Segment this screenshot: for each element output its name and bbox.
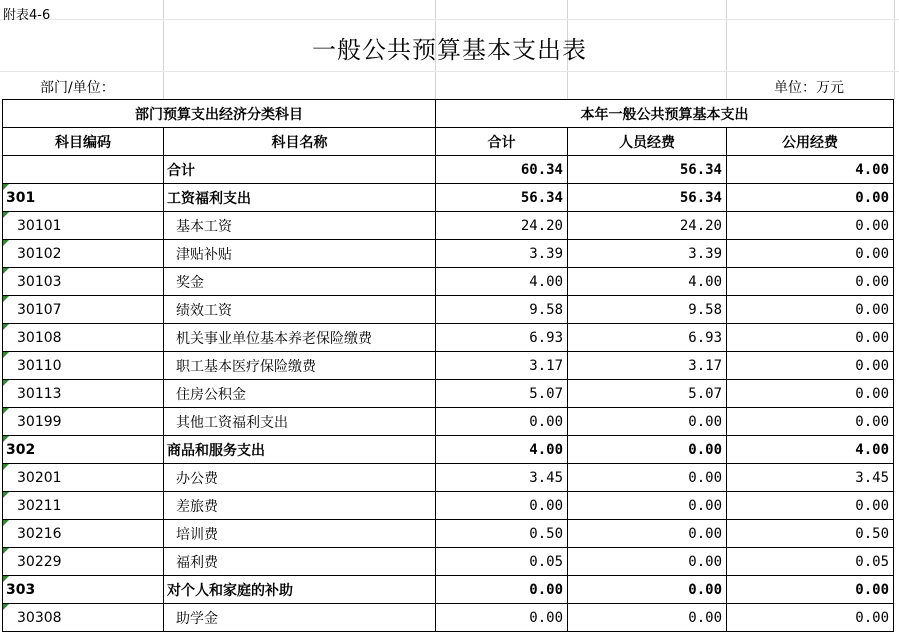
cell-personnel[interactable]: 0.00 (568, 548, 727, 576)
cell-public[interactable]: 0.00 (727, 268, 894, 296)
cell-name[interactable]: 商品和服务支出 (164, 436, 436, 464)
table-row (3, 324, 894, 352)
grid-line (0, 71, 899, 72)
cell-public[interactable]: 0.00 (727, 604, 894, 632)
cell-name[interactable]: 绩效工资 (164, 296, 436, 324)
cell-code[interactable]: 30211 (3, 492, 164, 520)
table-row (3, 492, 894, 520)
cell-personnel[interactable]: 9.58 (568, 296, 727, 324)
cell-public[interactable]: 0.00 (727, 184, 894, 212)
cell-code[interactable]: 301 (3, 184, 164, 212)
cell-total[interactable]: 3.45 (436, 464, 568, 492)
cell-code[interactable]: 30229 (3, 548, 164, 576)
header-group-row (3, 100, 894, 128)
header-group-left: 部门预算支出经济分类科目 (3, 100, 436, 128)
cell-personnel[interactable]: 56.34 (568, 184, 727, 212)
attachment-label: 附表4-6 (3, 8, 51, 23)
cell-public[interactable]: 0.00 (727, 352, 894, 380)
cell-public[interactable]: 0.05 (727, 548, 894, 576)
cell-total[interactable]: 56.34 (436, 184, 568, 212)
cell-public[interactable]: 0.00 (727, 324, 894, 352)
cell-code[interactable]: 30107 (3, 296, 164, 324)
cell-personnel[interactable]: 56.34 (568, 156, 727, 184)
budget-table (2, 99, 894, 632)
cell-public[interactable]: 0.00 (727, 408, 894, 436)
cell-code[interactable]: 30113 (3, 380, 164, 408)
table-row (3, 436, 894, 464)
col-total-header: 合计 (436, 128, 568, 156)
cell-total[interactable]: 5.07 (436, 380, 568, 408)
cell-total[interactable]: 0.00 (436, 576, 568, 604)
cell-public[interactable]: 0.00 (727, 296, 894, 324)
table-row (3, 548, 894, 576)
table-row (3, 520, 894, 548)
cell-name[interactable]: 福利费 (164, 548, 436, 576)
department-label: 部门/单位： (40, 80, 115, 96)
cell-public[interactable]: 0.00 (727, 212, 894, 240)
table-row (3, 240, 894, 268)
cell-code[interactable]: 30308 (3, 604, 164, 632)
grid-line (0, 19, 899, 20)
header-column-row (3, 128, 894, 156)
cell-public[interactable]: 0.50 (727, 520, 894, 548)
cell-personnel[interactable]: 4.00 (568, 268, 727, 296)
cell-total[interactable]: 4.00 (436, 436, 568, 464)
cell-personnel[interactable]: 0.00 (568, 408, 727, 436)
table-row (3, 268, 894, 296)
cell-name[interactable]: 其他工资福利支出 (164, 408, 436, 436)
cell-total[interactable]: 24.20 (436, 212, 568, 240)
cell-total[interactable]: 0.50 (436, 520, 568, 548)
table-row (3, 184, 894, 212)
cell-personnel[interactable]: 0.00 (568, 492, 727, 520)
cell-code[interactable]: 30102 (3, 240, 164, 268)
cell-name[interactable]: 机关事业单位基本养老保险缴费 (164, 324, 436, 352)
cell-name[interactable]: 津贴补贴 (164, 240, 436, 268)
cell-name[interactable]: 住房公积金 (164, 380, 436, 408)
cell-personnel[interactable]: 0.00 (568, 604, 727, 632)
cell-total[interactable]: 0.00 (436, 604, 568, 632)
cell-code[interactable]: 30108 (3, 324, 164, 352)
cell-code[interactable]: 30101 (3, 212, 164, 240)
cell-total[interactable]: 3.17 (436, 352, 568, 380)
table-row (3, 352, 894, 380)
cell-personnel[interactable]: 0.00 (568, 436, 727, 464)
cell-name[interactable]: 培训费 (164, 520, 436, 548)
cell-public[interactable]: 0.00 (727, 380, 894, 408)
cell-total[interactable]: 9.58 (436, 296, 568, 324)
cell-name[interactable]: 办公费 (164, 464, 436, 492)
table-row (3, 156, 894, 184)
cell-total[interactable]: 6.93 (436, 324, 568, 352)
cell-code[interactable]: 303 (3, 576, 164, 604)
cell-total[interactable]: 0.00 (436, 408, 568, 436)
cell-public[interactable]: 0.00 (727, 576, 894, 604)
cell-total[interactable]: 60.34 (436, 156, 568, 184)
cell-name[interactable]: 基本工资 (164, 212, 436, 240)
cell-code[interactable]: 302 (3, 436, 164, 464)
table-row (3, 576, 894, 604)
cell-name[interactable]: 对个人和家庭的补助 (164, 576, 436, 604)
cell-personnel[interactable]: 6.93 (568, 324, 727, 352)
cell-code[interactable]: 30216 (3, 520, 164, 548)
col-public-header: 公用经费 (727, 128, 894, 156)
cell-personnel[interactable]: 5.07 (568, 380, 727, 408)
unit-label: 单位：万元 (774, 80, 844, 96)
cell-public[interactable]: 4.00 (727, 436, 894, 464)
header-group-right: 本年一般公共预算基本支出 (436, 100, 894, 128)
table-row (3, 604, 894, 632)
cell-personnel[interactable]: 0.00 (568, 464, 727, 492)
cell-name[interactable]: 职工基本医疗保险缴费 (164, 352, 436, 380)
cell-personnel[interactable]: 0.00 (568, 520, 727, 548)
cell-code[interactable]: 30199 (3, 408, 164, 436)
col-personnel-header: 人员经费 (568, 128, 727, 156)
cell-total[interactable]: 4.00 (436, 268, 568, 296)
cell-total[interactable]: 3.39 (436, 240, 568, 268)
cell-personnel[interactable]: 24.20 (568, 212, 727, 240)
cell-public[interactable]: 3.45 (727, 464, 894, 492)
cell-personnel[interactable]: 3.39 (568, 240, 727, 268)
cell-total[interactable]: 0.05 (436, 548, 568, 576)
cell-code[interactable]: 30103 (3, 268, 164, 296)
cell-name[interactable]: 合计 (164, 156, 436, 184)
cell-personnel[interactable]: 3.17 (568, 352, 727, 380)
table-row (3, 296, 894, 324)
cell-code[interactable]: 30201 (3, 464, 164, 492)
cell-public[interactable]: 0.00 (727, 240, 894, 268)
table-row (3, 380, 894, 408)
cell-code[interactable] (3, 156, 164, 184)
cell-code[interactable]: 30110 (3, 352, 164, 380)
col-code-header: 科目编码 (3, 128, 164, 156)
table-row (3, 212, 894, 240)
cell-public[interactable]: 0.00 (727, 492, 894, 520)
page-title: 一般公共预算基本支出表 (312, 36, 587, 64)
cell-total[interactable]: 0.00 (436, 492, 568, 520)
cell-personnel[interactable]: 0.00 (568, 576, 727, 604)
col-name-header: 科目名称 (164, 128, 436, 156)
table-row (3, 408, 894, 436)
cell-name[interactable]: 工资福利支出 (164, 184, 436, 212)
cell-name[interactable]: 差旅费 (164, 492, 436, 520)
cell-name[interactable]: 助学金 (164, 604, 436, 632)
cell-name[interactable]: 奖金 (164, 268, 436, 296)
cell-public[interactable]: 4.00 (727, 156, 894, 184)
table-row (3, 464, 894, 492)
